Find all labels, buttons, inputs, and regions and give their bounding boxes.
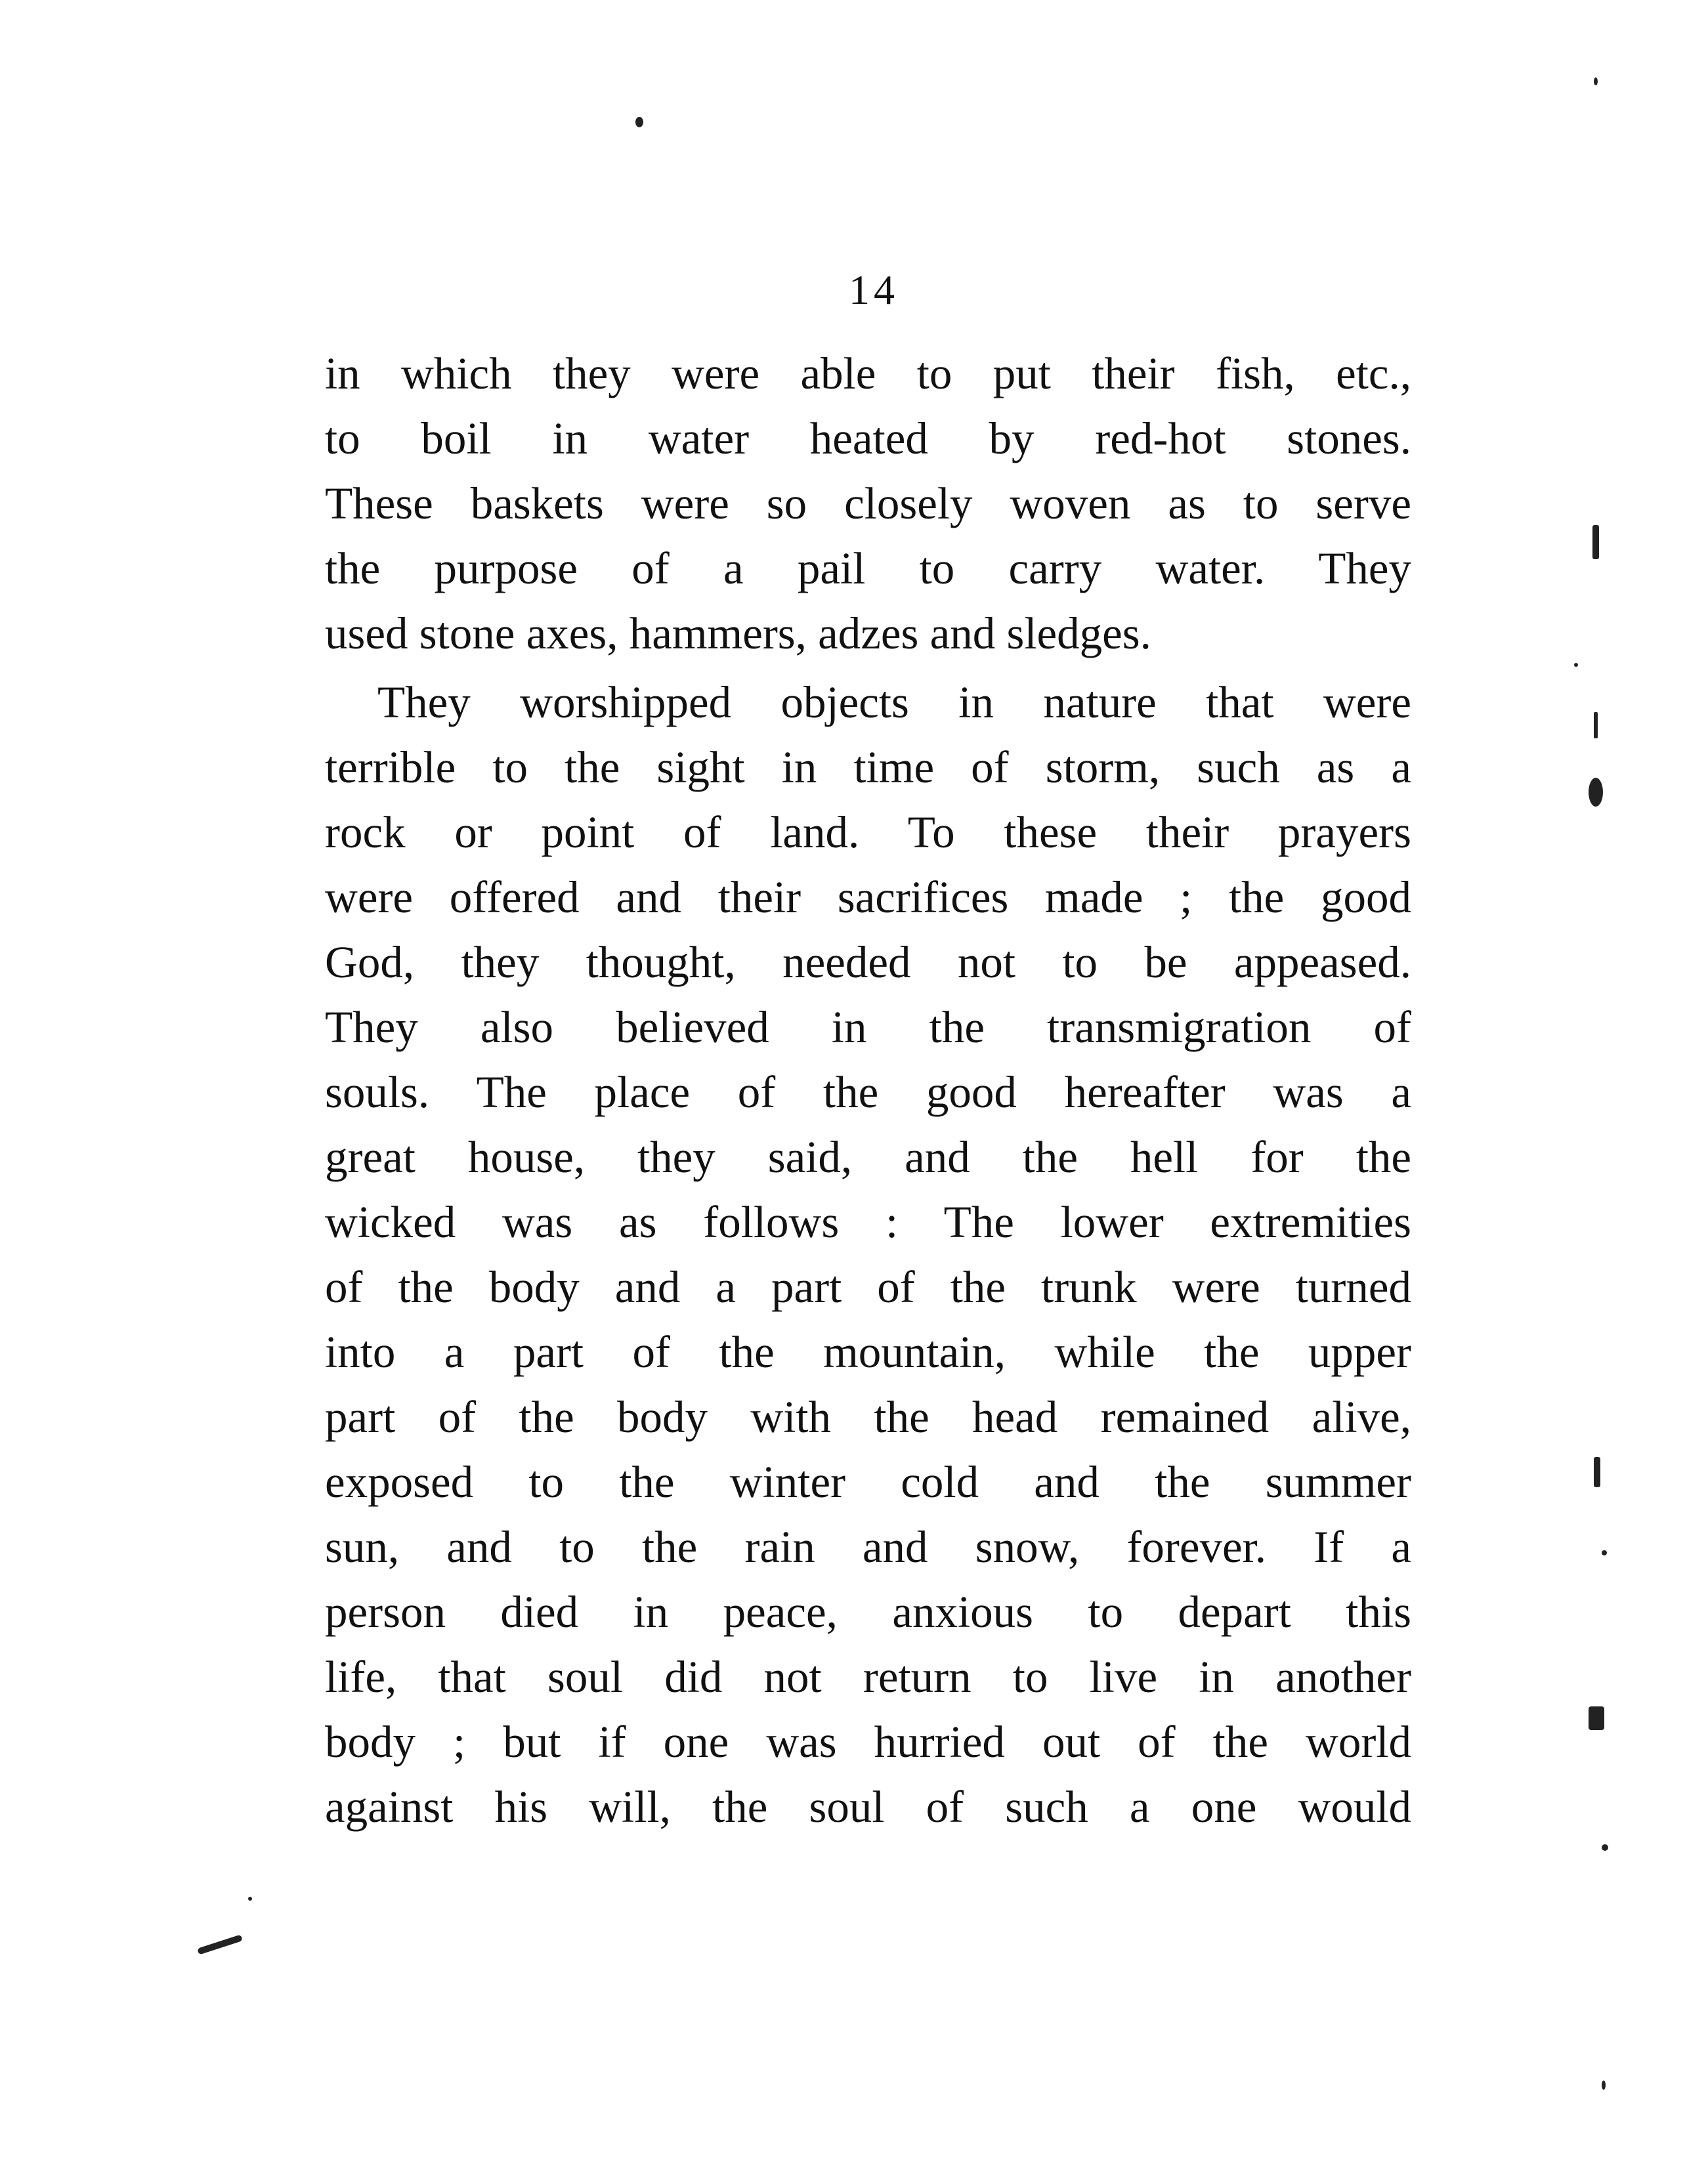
text-line: into a part of the mountain, while the upper <box>325 1327 1411 1377</box>
text-line: They worshipped objects in nature that were <box>377 677 1411 727</box>
scan-speck <box>1602 1844 1608 1851</box>
text-line: to boil in water heated by red-hot stones. <box>325 413 1411 463</box>
paragraph-2 <box>325 670 1411 1840</box>
scan-speck <box>1592 525 1599 559</box>
scan-speck <box>1594 77 1598 85</box>
text-line: sun, and to the rain and snow, forever. If a <box>325 1522 1411 1572</box>
text-line: great house, they said, and the hell for the <box>325 1132 1411 1182</box>
body-text <box>325 341 1411 1840</box>
text-line: life, that soul did not return to live in another <box>325 1652 1411 1702</box>
scan-speck <box>1594 1457 1600 1487</box>
text-line: terrible to the sight in time of storm, such as a <box>325 742 1411 792</box>
text-line: souls. The place of the good hereafter was a <box>325 1067 1411 1117</box>
text-line: part of the body with the head remained alive, <box>325 1392 1411 1442</box>
scan-speck <box>1574 663 1578 667</box>
text-line: against his will, the soul of such a one would <box>325 1782 1411 1832</box>
text-line: rock or point of land. To these their prayers <box>325 807 1411 857</box>
paragraph-1 <box>325 341 1411 666</box>
scan-speck <box>1594 712 1598 738</box>
page-number: 14 <box>849 266 899 313</box>
scan-speck <box>248 1897 252 1901</box>
scan-speck <box>1589 1706 1604 1730</box>
scan-speck <box>197 1934 243 1955</box>
scan-speck <box>1602 1550 1607 1555</box>
text-line: used stone axes, hammers, adzes and sledges. <box>325 608 1151 658</box>
text-line: were offered and their sacrifices made ; the good <box>325 872 1411 922</box>
scan-speck <box>1602 2081 1606 2090</box>
text-line: the purpose of a pail to carry water. They <box>325 543 1411 593</box>
text-line: person died in peace, anxious to depart this <box>325 1587 1411 1637</box>
text-line: body ; but if one was hurried out of the world <box>325 1717 1411 1767</box>
text-line: exposed to the winter cold and the summer <box>325 1457 1411 1507</box>
text-line: of the body and a part of the trunk were turned <box>325 1262 1411 1312</box>
scan-speck <box>1589 778 1603 807</box>
text-line: wicked was as follows : The lower extremities <box>325 1197 1411 1247</box>
text-line: in which they were able to put their fish, etc., <box>325 349 1411 398</box>
scan-speck <box>635 117 643 127</box>
text-line: These baskets were so closely woven as to serve <box>325 478 1411 528</box>
text-line: They also believed in the transmigration of <box>325 1002 1411 1052</box>
text-line: God, they thought, needed not to be appeased. <box>325 937 1411 987</box>
